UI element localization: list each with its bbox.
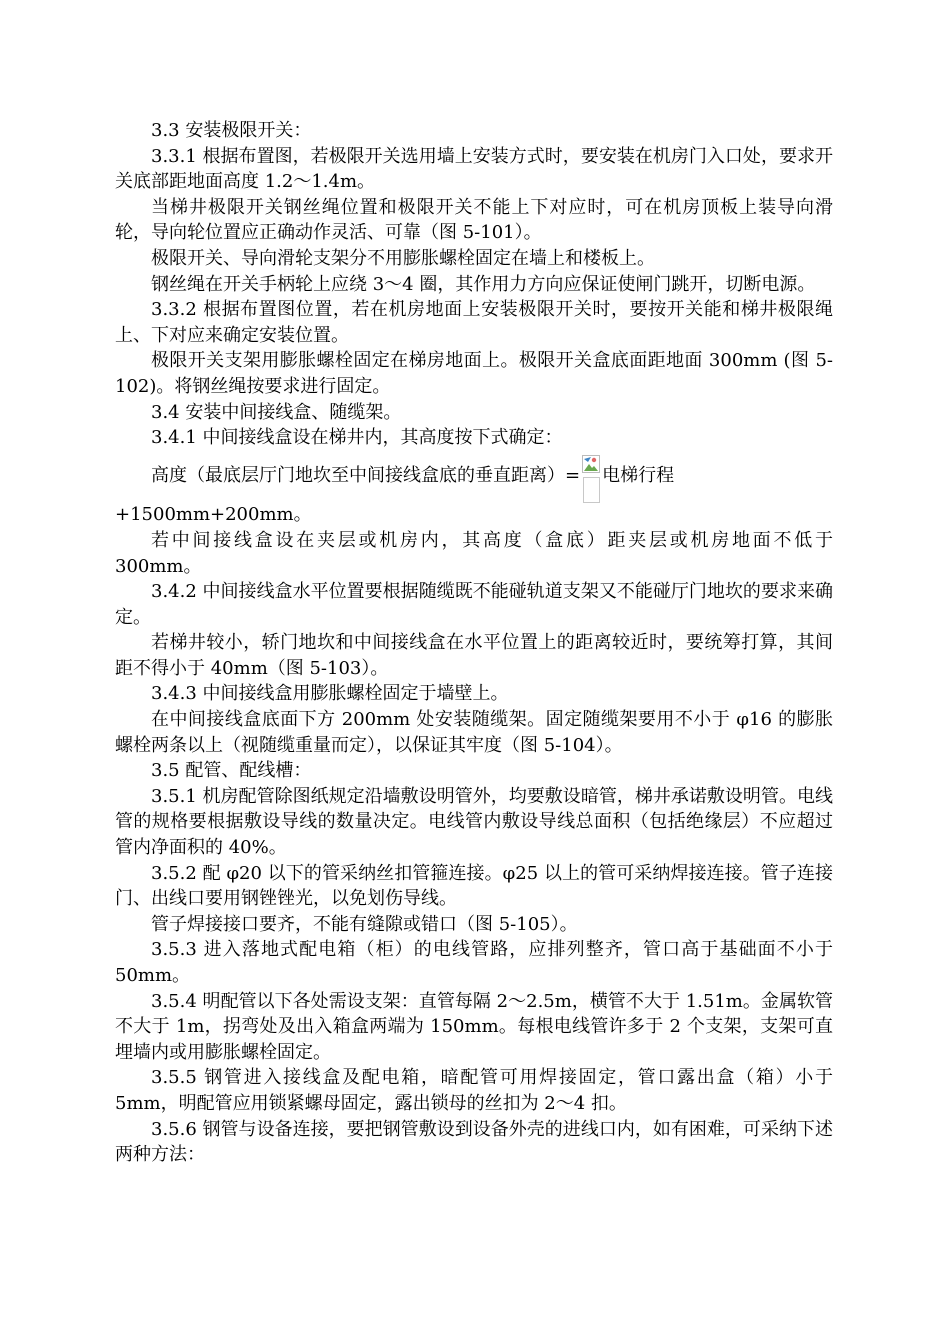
broken-image-icon xyxy=(582,455,600,473)
heading-3-5: 3.5 配管、配线槽： xyxy=(151,760,312,782)
paragraph: 3.3.2 根据布置图位置，若在机房地面上安装极限开关时，要按开关能和梯井极限绳上、下对应来确定安装位置。 xyxy=(115,299,833,346)
fraction-denominator-box xyxy=(583,477,600,503)
paragraph: 3.4.2 中间接线盒水平位置要根据随缆既不能碰轨道支架又不能碰厅门地坎的要求来确定。 xyxy=(115,581,833,628)
formula-right: 电梯行程 xyxy=(602,464,675,486)
height-formula xyxy=(115,451,833,486)
paragraph: 极限开关、导向滑轮支架分不用膨胀螺栓固定在墙上和楼板上。 xyxy=(151,247,655,269)
heading-3-3: 3.3 安装极限开关： xyxy=(151,120,312,141)
paragraph: 3.5.3 进入落地式配电箱（柜）的电线管路，应排列整齐，管口高于基础面不小于 50mm。 xyxy=(115,939,833,986)
paragraph: 3.5.1 机房配管除图纸规定沿墙敷设明管外，均要敷设暗管，梯井承诺敷设明管。电线管的规格要根据敷设导线的数量决定。电线管内敷设导线总面积（包括绝缘层）不应超过管内净面积的 40%。 xyxy=(115,785,833,859)
paragraph: 3.5.4 明配管以下各处需设支架：直管每隔 2～2.5m，横管不大于 1.51m。金属软管不大于 1m，拐弯处及出入箱盒两端为 150mm。每根电线管许多于 2 个支架，支架可直埋墙内或用膨胀螺栓固定。 xyxy=(115,990,833,1063)
paragraph: 3.3.1 根据布置图，若极限开关选用墙上安装方式时，要安装在机房门入口处，要求开关底部距地面高度 1.2～1.4m。 xyxy=(115,145,833,193)
paragraph: 3.5.2 配 φ20 以下的管采纳丝扣管箍连接。φ25 以上的管可采纳焊接连接。管子连接门、出线口要用钢锉锉光，以免划伤导线。 xyxy=(115,862,833,910)
document-page xyxy=(115,118,833,1168)
paragraph: 3.5.5 钢管进入接线盒及配电箱，暗配管可用焊接固定，管口露出盒（箱）小于 5mm，明配管应用锁紧螺母固定，露出锁母的丝扣为 2～4 扣。 xyxy=(115,1067,833,1114)
paragraph: 若梯井较小，轿门地坎和中间接线盒在水平位置上的距离较近时，要统筹打算，其间距不得小于 40mm（图 5-103）。 xyxy=(115,632,833,679)
formula-line xyxy=(151,463,674,511)
paragraph: 若中间接线盒设在夹层或机房内，其高度（盒底）距夹层或机房地面不低于 300mm。 xyxy=(115,529,833,577)
paragraph: 在中间接线盒底面下方 200mm 处安装随缆架。固定随缆架要用不小于 φ16 的膨胀螺栓两条以上（视随缆重量而定），以保证其牢度（图 5-104）。 xyxy=(115,709,833,756)
formula-left: 高度（最底层厅门地坎至中间接线盒底的垂直距离）= xyxy=(151,464,581,486)
heading-3-4: 3.4 安装中间接线盒、随缆架。 xyxy=(151,401,402,423)
paragraph: 3.4.1 中间接线盒设在梯井内，其高度按下式确定： xyxy=(151,427,563,449)
formula-continuation: +1500mm+200mm。 xyxy=(115,504,312,526)
paragraph: 极限开关支架用膨胀螺栓固定在梯房地面上。极限开关盒底面距地面 300mm (图 5-102)。将钢丝绳按要求进行固定。 xyxy=(115,350,833,397)
paragraph: 3.4.3 中间接线盒用膨胀螺栓固定于墙壁上。 xyxy=(151,683,509,705)
fraction-placeholder xyxy=(582,455,600,503)
paragraph: 当梯井极限开关钢丝绳位置和极限开关不能上下对应时，可在机房顶板上装导向滑轮，导向轮位置应正确动作灵活、可靠（图 5-101）。 xyxy=(115,196,833,244)
paragraph: 钢丝绳在开关手柄轮上应绕 3～4 圈，其作用力方向应保证使闸门跳开，切断电源。 xyxy=(151,273,816,295)
paragraph: 管子焊接接口要齐，不能有缝隙或错口（图 5-105）。 xyxy=(151,913,578,935)
paragraph: 3.5.6 钢管与设备连接，要把钢管敷设到设备外壳的进线口内，如有困难，可采纳下述两种方法： xyxy=(115,1118,833,1166)
